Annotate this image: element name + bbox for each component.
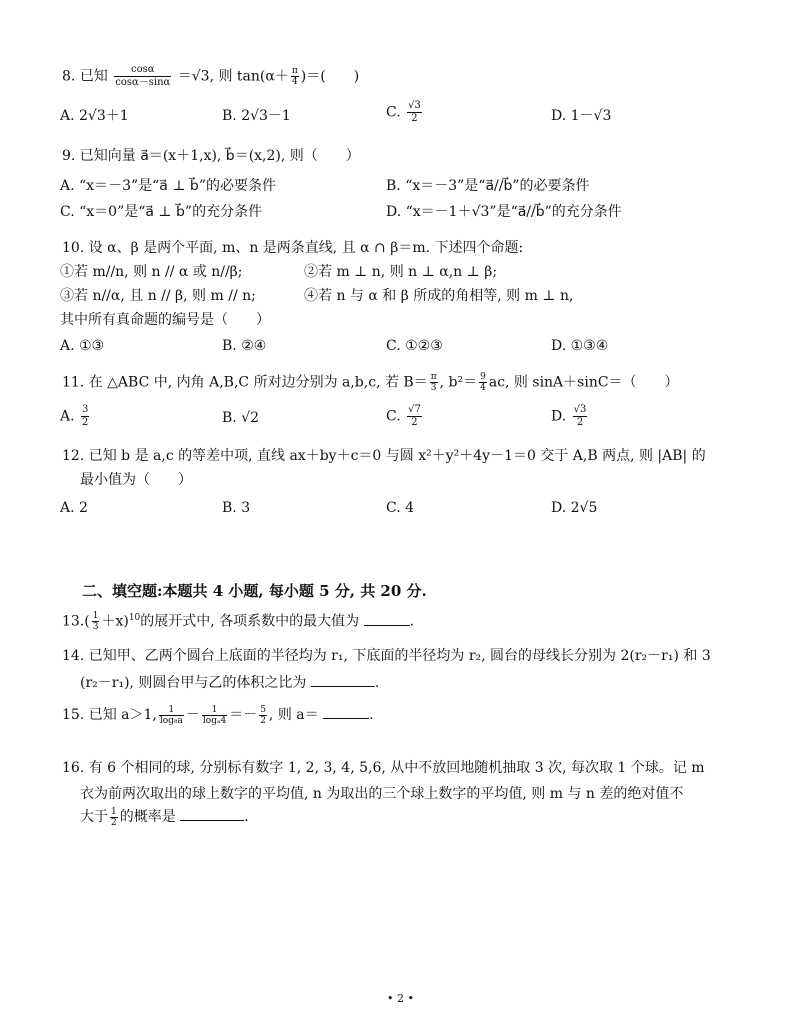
fraction-numerator: √3 [408, 100, 421, 111]
page-number: • 2 • [387, 992, 414, 1005]
fraction-numerator: 9 [480, 372, 486, 382]
fraction-denominator: log₈a [159, 715, 183, 726]
fraction-numerator: 1 [159, 705, 184, 716]
q9-option-a: A. “x＝－3”是“a⃗ ⊥ b⃗”的必要条件 [60, 178, 276, 194]
fraction [259, 705, 267, 726]
q8-option-d: D. 1－√3 [551, 108, 612, 124]
stem-text: 11. 在 △ABC 中, 内角 A,B,C 所对边分别为 a,b,c, 若 B＝ [62, 374, 428, 391]
fraction-denominator: logₐ4 [202, 715, 227, 726]
fraction-denominator: 2 [260, 715, 266, 726]
fraction [159, 705, 184, 726]
stem-text: 大于 [80, 809, 108, 825]
q9-option-c: C. “x＝0”是“a⃗ ⊥ b⃗”的充分条件 [60, 204, 263, 220]
question-16-line2: 衣为前两次取出的球上数字的平均值, n 为取出的三个球上数字的平均值, 则 m 与 n 差的绝对值不 [80, 786, 684, 802]
stem-text: . [374, 675, 380, 691]
q9-option-d: D. “x＝－1＋√3”是“a⃗//b⃗”的充分条件 [386, 204, 622, 220]
fraction [110, 807, 118, 828]
stem-text: ＝－ [229, 707, 258, 723]
question-8-stem [62, 64, 359, 89]
q10-prop-2: ②若 m ⊥ n, 则 n ⊥ α,n ⊥ β; [304, 264, 498, 280]
stem-text: 的展开式中, 各项系数中的最大值为 [140, 613, 360, 630]
question-number: 13. [62, 613, 85, 630]
stem-text: )＝( ) [300, 68, 360, 85]
stem-text: － [185, 707, 200, 723]
fraction-denominator: 3 [92, 622, 99, 633]
q9-option-b: B. “x＝－3”是“a⃗//b⃗”的必要条件 [386, 178, 590, 194]
stem-text: 的概率是 [119, 809, 176, 825]
option-label: A. [60, 408, 75, 425]
option-label: C. [386, 104, 401, 121]
fraction-denominator: 2 [411, 417, 418, 428]
stem-text: ac, 则 sinA＋sinC＝（ ） [488, 374, 679, 391]
fraction [81, 404, 89, 429]
question-9-stem: 9. 已知向量 a⃗＝(x＋1,x), b⃗＝(x,2), 则（ ） [62, 148, 360, 164]
fraction-numerator: π [291, 66, 298, 76]
q12-option-a: A. 2 [60, 500, 88, 516]
q8-option-b: B. 2√3－1 [222, 108, 291, 124]
stem-text: ( [84, 613, 90, 630]
question-number: 8. [62, 68, 76, 85]
fraction-numerator: 1 [202, 705, 227, 716]
fraction-numerator: 3 [82, 404, 89, 415]
fraction [291, 66, 299, 87]
question-16-line3 [80, 806, 249, 828]
option-label: D. [551, 408, 567, 425]
q11-option-a [60, 404, 91, 429]
stem-text: , b²＝ [439, 374, 478, 391]
stem-text: . [409, 613, 415, 630]
fraction-numerator: 5 [260, 704, 266, 715]
fraction-denominator: 4 [480, 383, 486, 393]
stem-text: ＋x) [101, 613, 129, 630]
fraction [573, 404, 588, 429]
answer-blank[interactable] [323, 704, 369, 719]
question-12-line2: 最小值为（ ） [80, 472, 192, 488]
q10-prop-3: ③若 n//α, 且 n // β, 则 m // n; [60, 288, 256, 304]
fraction [407, 100, 422, 125]
fraction-numerator: 1 [111, 806, 117, 817]
answer-blank[interactable] [180, 806, 244, 821]
q10-prop-1: ①若 m//n, 则 n // α 或 n//β; [60, 264, 243, 280]
question-13 [62, 608, 414, 632]
stem-text: 已知 [79, 68, 108, 85]
q12-option-d: D. 2√5 [551, 500, 598, 516]
fraction [430, 372, 438, 393]
stem-text: 15. 已知 a＞1, [62, 707, 157, 723]
question-14-line2 [80, 672, 379, 693]
q11-option-d [551, 404, 589, 429]
q10-prop-4: ④若 n 与 α 和 β 所成的角相等, 则 m ⊥ n, [304, 288, 574, 304]
fraction-denominator: 3 [430, 383, 437, 393]
q12-option-b: B. 3 [222, 500, 251, 516]
fraction [92, 611, 100, 632]
stem-text: , 则 a＝ [268, 707, 319, 723]
q10-option-d: D. ①③④ [551, 338, 609, 354]
q8-option-c [386, 100, 424, 125]
fraction [114, 64, 171, 89]
question-10-stem: 10. 设 α、β 是两个平面, m、n 是两条直线, 且 α ∩ β＝m. 下述四个命题: [62, 240, 524, 256]
fraction-numerator: 1 [92, 611, 99, 622]
q11-option-c [386, 404, 424, 429]
fraction [407, 404, 422, 429]
section-2-title: 二、填空题:本题共 4 小题, 每小题 5 分, 共 20 分. [82, 582, 427, 600]
fraction-denominator: 2 [576, 417, 584, 428]
q10-option-c: C. ①②③ [386, 338, 443, 354]
q10-option-b: B. ②④ [222, 338, 267, 354]
question-11-stem [62, 372, 679, 393]
q11-option-b: B. √2 [222, 410, 260, 426]
fraction-denominator: 2 [411, 113, 418, 124]
stem-text: (r₂－r₁), 则圆台甲与乙的体积之比为 [80, 675, 307, 691]
stem-text: . [369, 707, 374, 723]
question-16-line1: 16. 有 6 个相同的球, 分别标有数字 1, 2, 3, 4, 5,6, 从中不放回地随机抽取 3 次, 每次取 1 个球。记 m [62, 760, 705, 776]
q8-option-a: A. 2√3＋1 [60, 108, 129, 124]
q12-option-c: C. 4 [386, 500, 415, 516]
fraction [479, 372, 487, 393]
fraction-numerator: √7 [408, 404, 421, 415]
answer-blank[interactable] [311, 672, 375, 687]
stem-text: ＝√3, 则 tan(α＋ [177, 68, 289, 85]
fraction [202, 705, 227, 726]
fraction-denominator: 4 [291, 77, 298, 87]
q10-option-a: A. ①③ [60, 338, 105, 354]
fraction-numerator: √3 [573, 404, 587, 415]
question-14-line1: 14. 已知甲、乙两个圆台上底面的半径均为 r₁, 下底面的半径均为 r₂, 圆台的母线长分别为 2(r₂－r₁) 和 3 [62, 648, 711, 664]
answer-blank[interactable] [364, 611, 410, 626]
exponent: 10 [128, 613, 141, 623]
fraction-denominator: 2 [82, 417, 89, 428]
fraction-numerator: cosα [114, 64, 171, 77]
fraction-denominator: 2 [111, 817, 117, 828]
fraction-denominator: cosα－sinα [115, 77, 171, 88]
option-label: C. [386, 408, 401, 425]
question-15 [62, 704, 374, 726]
fraction-numerator: π [430, 372, 437, 382]
question-12-line1: 12. 已知 b 是 a,c 的等差中项, 直线 ax＋by＋c＝0 与圆 x²＋y²＋4y－1＝0 交于 A,B 两点, 则 |AB| 的 [62, 448, 706, 464]
q10-ask: 其中所有真命题的编号是（ ） [60, 312, 270, 328]
stem-text: . [244, 809, 249, 825]
